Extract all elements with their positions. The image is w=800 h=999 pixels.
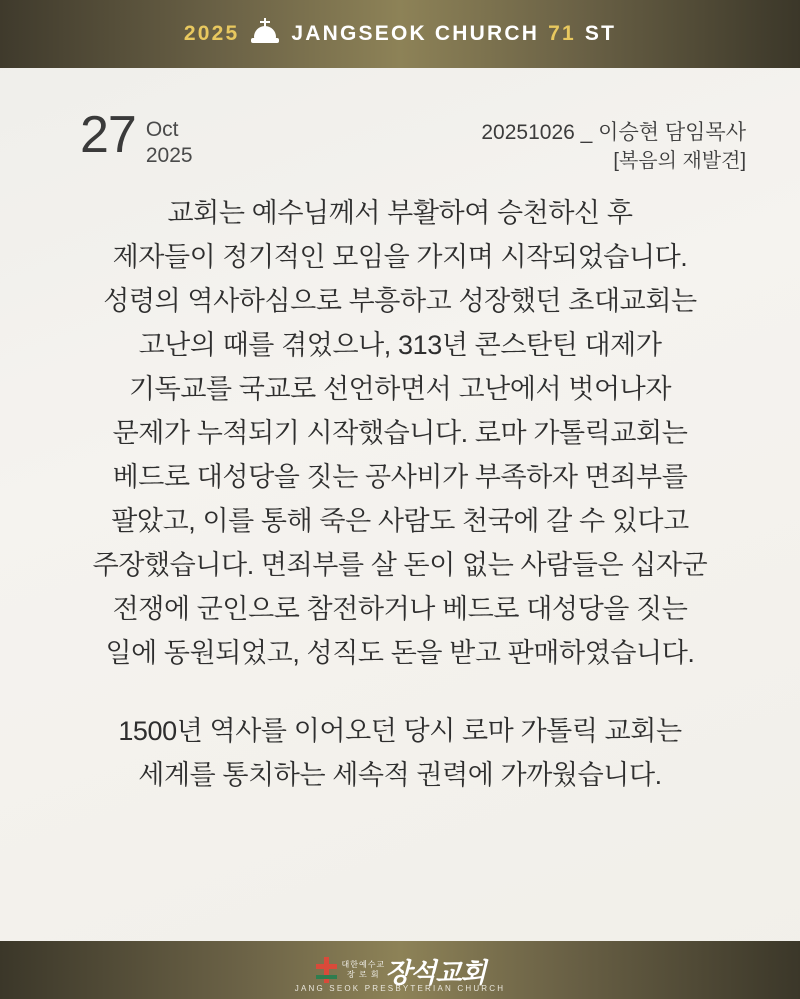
header-band: [0, 0, 800, 68]
footer-church-name-en: JANG SEOK PRESBYTERIAN CHURCH: [294, 984, 506, 993]
body-line: 베드로 대성당을 짓는 공사비가 부족하자 면죄부를: [112, 462, 688, 493]
header-anniversary-number: 71: [548, 22, 576, 45]
date-month-year: [146, 112, 193, 170]
sermon-body: [28, 191, 772, 797]
body-line: 주장했습니다. 면죄부를 살 돈이 없는 사람들은 십자군: [92, 550, 708, 581]
meta-row: [28, 106, 772, 175]
footer-logo: [315, 957, 386, 983]
main-content: [0, 68, 800, 941]
denomination-line1: 대한예수교: [341, 960, 386, 969]
body-line: 교회는 예수님께서 부활하여 승천하신 후: [167, 198, 633, 229]
body-line: 제자들이 정기적인 모임을 가지며 시작되었습니다.: [112, 242, 688, 273]
body-line: 고난의 때를 겪었으나, 313년 콘스탄틴 대제가: [138, 330, 662, 361]
date-day: 27: [80, 106, 136, 164]
body-line: 세계를 통치하는 세속적 권력에 가까웠습니다.: [138, 760, 662, 791]
body-line: 성령의 역사하심으로 부흥하고 성장했던 초대교회는: [103, 286, 697, 317]
date-year: 2025: [145, 144, 193, 168]
sermon-reference: 20251026 _ 이승현 담임목사: [481, 121, 746, 144]
sermon-meta: [481, 112, 746, 175]
denomination-line2: 장 로 회: [347, 970, 380, 979]
date-block: [80, 106, 193, 170]
sermon-title: [복음의 재발견]: [613, 150, 746, 173]
footer-band: [0, 941, 800, 999]
body-line: 1500년 역사를 이어오던 당시 로마 가톨릭 교회는: [118, 716, 682, 747]
paragraph-spacer: [38, 675, 762, 709]
body-line: 기독교를 국교로 선언하면서 고난에서 벗어나자: [128, 374, 672, 405]
footer-church-name-ko: 장석교회: [385, 957, 486, 988]
header-year: 2025: [183, 22, 240, 45]
body-line: 전쟁에 군인으로 참전하거나 베드로 대성당을 짓는: [112, 594, 688, 625]
header-title: [184, 17, 616, 51]
body-line: 문제가 누적되기 시작했습니다. 로마 가톨릭교회는: [112, 418, 688, 449]
church-dome-icon: [248, 17, 282, 51]
cross-icon: [315, 957, 337, 983]
denomination-label: [342, 960, 386, 980]
body-line: 일에 동원되었고, 성직도 돈을 받고 판매하였습니다.: [105, 638, 695, 669]
header-anniversary-suffix: ST: [584, 22, 617, 45]
body-line: 팔았고, 이를 통해 죽은 사람도 천국에 갈 수 있다고: [111, 506, 689, 537]
date-month: Oct: [145, 118, 179, 141]
header-church-name: JANGSEOK CHURCH: [291, 22, 540, 45]
